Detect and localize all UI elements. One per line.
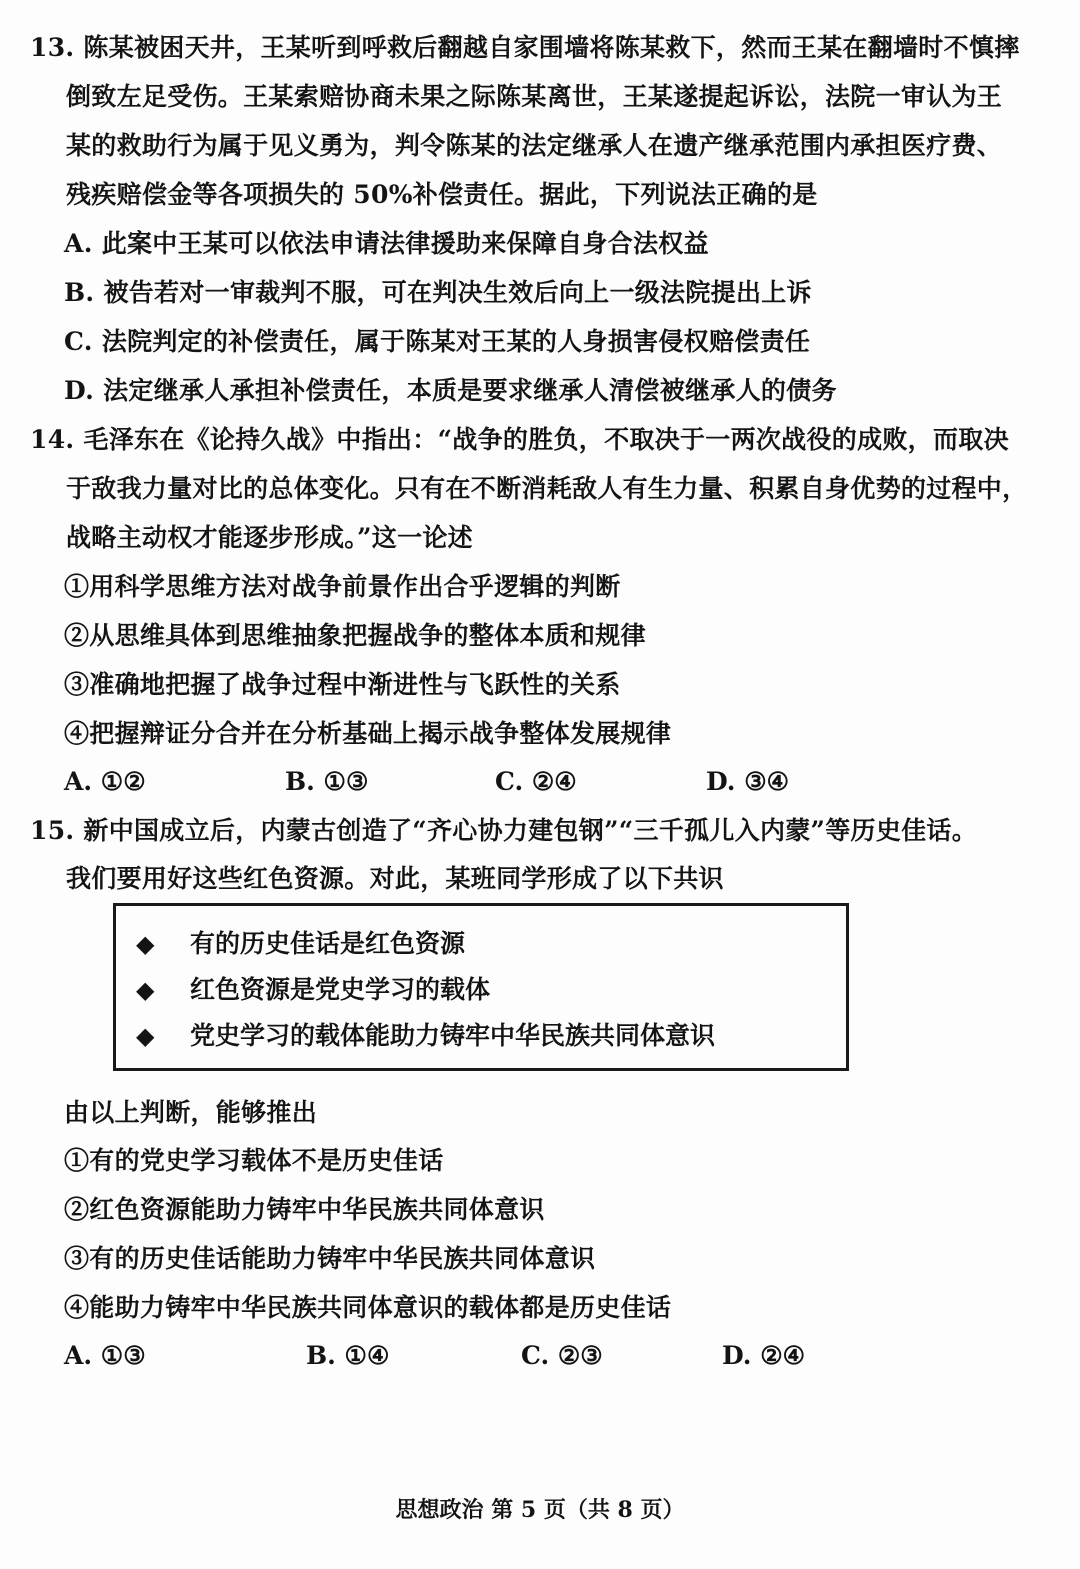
q13-option-c: C. 法院判定的补偿责任，属于陈某对王某的人身损害侵权赔偿责任	[64, 327, 811, 356]
q15-box-item-2: 红色资源是党史学习的载体	[190, 975, 491, 1004]
q13-stem-line-4: 残疾赔偿金等各项损失的 50%补偿责任。据此，下列说法正确的是	[66, 180, 818, 209]
q15-box-item-1: 有的历史佳话是红色资源	[190, 929, 466, 958]
q14-item-1: ①用科学思维方法对战争前景作出合乎逻辑的判断	[64, 572, 621, 601]
q14-item-4: ④把握辩证分合并在分析基础上揭示战争整体发展规律	[64, 719, 672, 748]
diamond-bullet-icon: ◆	[136, 929, 155, 958]
q14-stem-line-3: 战略主动权才能逐步形成。”这一论述	[66, 523, 473, 552]
q13-stem-line-3: 某的救助行为属于见义勇为，判令陈某的法定继承人在遗产继承范围内承担医疗费、	[66, 131, 1003, 160]
q14-choice-a: A. ①②	[64, 767, 146, 796]
diamond-bullet-icon: ◆	[136, 975, 155, 1004]
q13-stem-line-1: 13. 陈某被困天井，王某听到呼救后翻越自家围墙将陈某救下，然而王某在翻墙时不慎摔	[30, 33, 1020, 62]
q13-option-d: D. 法定继承人承担补偿责任，本质是要求继承人清偿被继承人的债务	[64, 376, 837, 405]
q15-choice-d: D. ②④	[722, 1341, 806, 1370]
q13-stem-line-2: 倒致左足受伤。王某索赔协商未果之际陈某离世，王某遂提起诉讼，法院一审认为王	[66, 82, 1003, 111]
q15-lead: 由以上判断，能够推出	[64, 1098, 318, 1127]
q15-box-item-3: 党史学习的载体能助力铸牢中华民族共同体意识	[190, 1021, 716, 1050]
q15-stem-line-1: 15. 新中国成立后，内蒙古创造了“齐心协力建包钢”“三千孤儿入内蒙”等历史佳话。	[30, 816, 978, 845]
q15-item-2: ②红色资源能助力铸牢中华民族共同体意识	[64, 1195, 545, 1224]
q14-item-3: ③准确地把握了战争过程中渐进性与飞跃性的关系	[64, 670, 621, 699]
diamond-bullet-icon: ◆	[136, 1021, 155, 1050]
q13-option-b: B. 被告若对一审裁判不服，可在判决生效后向上一级法院提出上诉	[64, 278, 812, 307]
q14-stem-line-2: 于敌我力量对比的总体变化。只有在不断消耗敌人有生力量、积累自身优势的过程中，	[66, 474, 1028, 503]
q14-choice-c: C. ②④	[495, 767, 577, 796]
q14-choice-b: B. ①③	[285, 767, 369, 796]
q15-choice-a: A. ①③	[64, 1341, 146, 1370]
q15-consensus-box	[113, 903, 849, 1071]
q13-option-a: A. 此案中王某可以依法申请法律援助来保障自身合法权益	[64, 229, 709, 258]
page-footer: 思想政治 第 5 页（共 8 页）	[395, 1497, 685, 1523]
q15-item-4: ④能助力铸牢中华民族共同体意识的载体都是历史佳话	[64, 1293, 672, 1322]
q15-stem-line-2: 我们要用好这些红色资源。对此，某班同学形成了以下共识	[66, 864, 724, 893]
q14-stem-line-1: 14. 毛泽东在《论持久战》中指出：“战争的胜负，不取决于一两次战役的成败，而取决	[30, 425, 1009, 454]
q15-item-3: ③有的历史佳话能助力铸牢中华民族共同体意识	[64, 1244, 596, 1273]
q15-item-1: ①有的党史学习载体不是历史佳话	[64, 1146, 444, 1175]
q15-choice-b: B. ①④	[306, 1341, 390, 1370]
q14-item-2: ②从思维具体到思维抽象把握战争的整体本质和规律	[64, 621, 646, 650]
q15-choice-c: C. ②③	[521, 1341, 603, 1370]
q14-choice-d: D. ③④	[706, 767, 790, 796]
